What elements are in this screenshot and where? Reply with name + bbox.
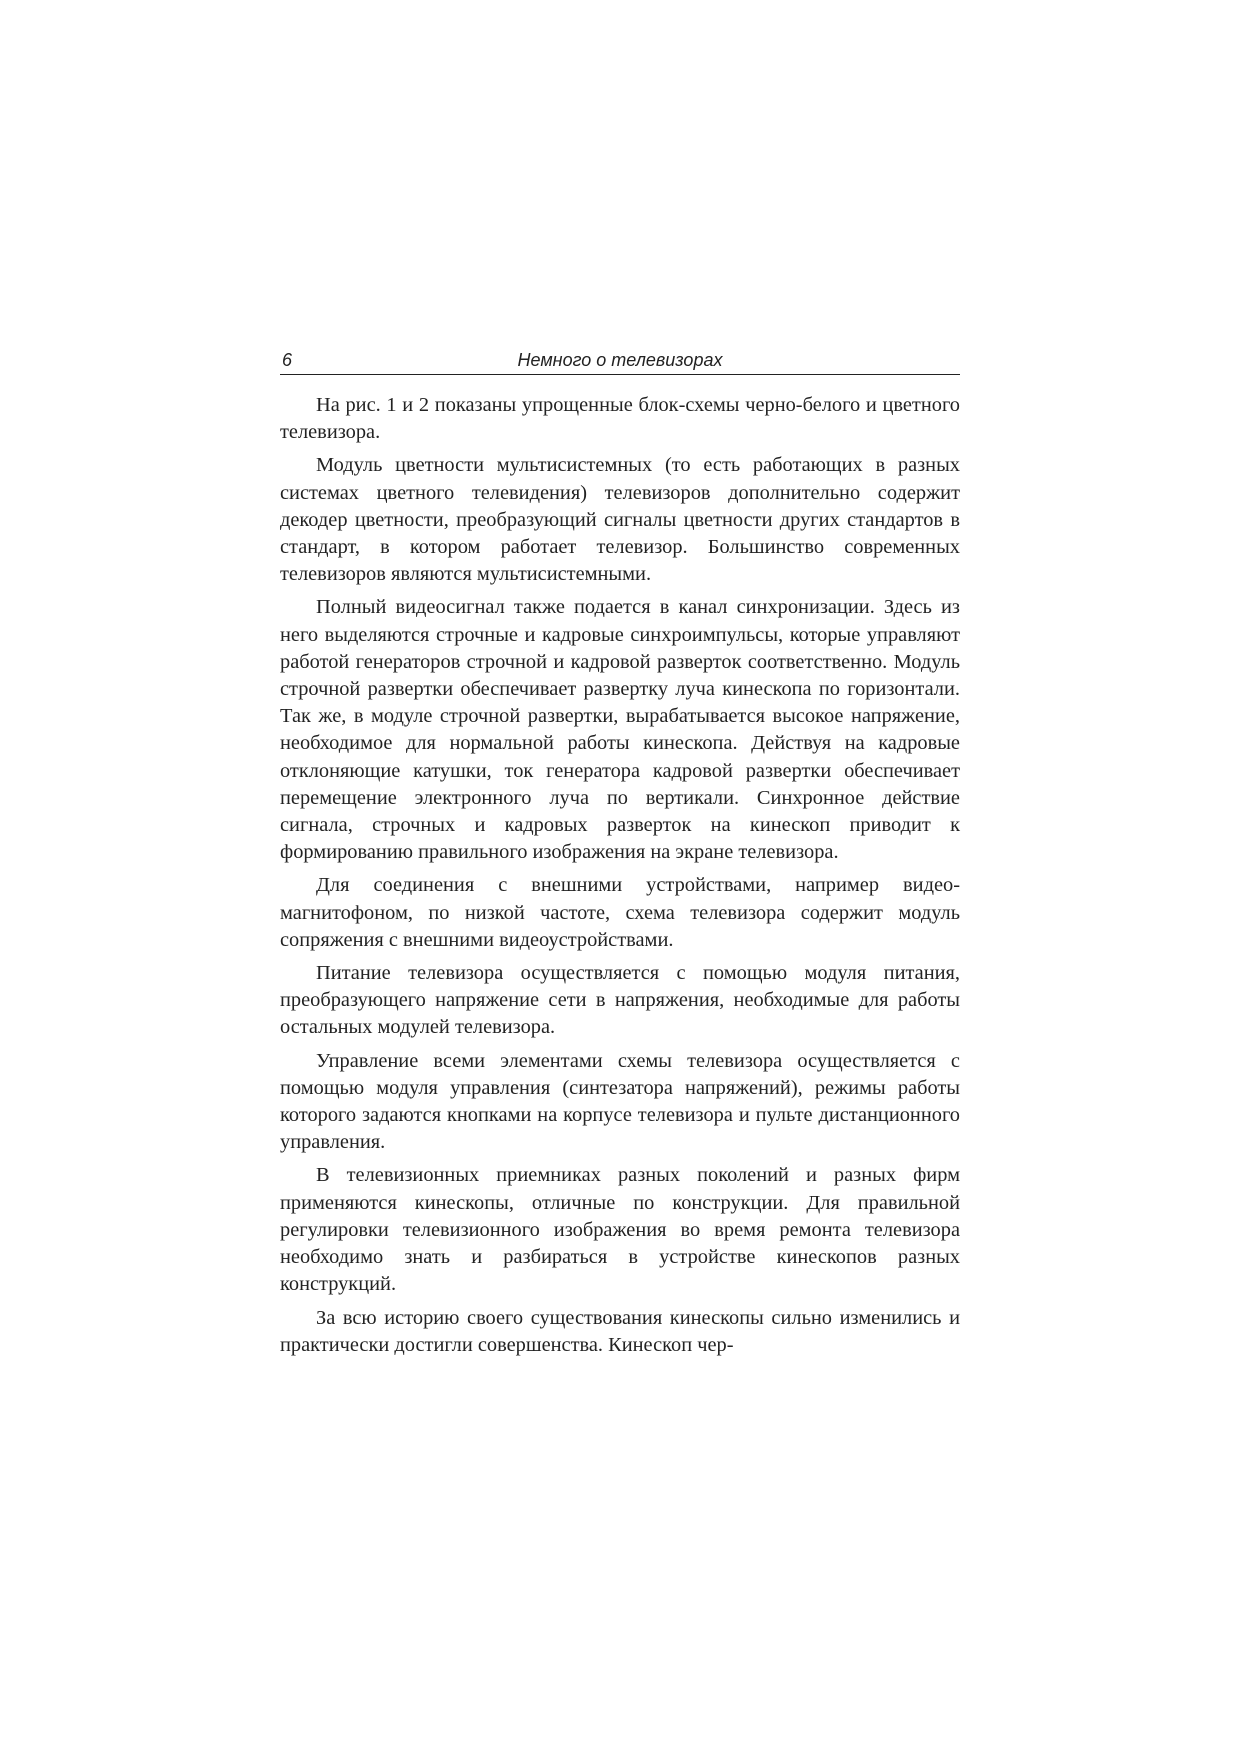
paragraph: На рис. 1 и 2 показаны упрощенные блок-схемы черно-белого и цветного телевизора.: [280, 394, 960, 444]
paragraph: Управление всеми элементами схемы телевизора осуществляется с помощью модуля управления (синтезатора напряжений), режимы работы которого задаются кнопками на корпусе телевизора и пульте дистанционного управления.: [280, 1049, 960, 1154]
paragraph: В телевизионных приемниках разных поколений и разных фирм применяются кинескопы, отличные по конструкции. Для правильной регулировки телевизионного изображения во время ремонта телевизора необходимо знать и разбираться в устройстве кинескопов разных конструкций.: [280, 1164, 960, 1296]
page-header: [280, 348, 960, 375]
paragraph: Полный видеосигнал также подается в канал синхронизации. Здесь из него выделяются строчные и кадровые синхроимпульсы, которые управляют работой генераторов строчной и кадровой разверток соответственно. Модуль строчной развертки обеспечивает развертку луча кинескопа по горизонтали. Так же, в модуле строчной развертки, вырабатывается высокое напряжение, необходимое для нормальной работы кинескопа. Действуя на кадровые отклоняющие катушки, ток генератора кадровой развертки обеспечивает перемещение электронного луча по вертикали. Синхронное действие сигнала, строчных и кадровых разверток на кинескоп приводит к формированию правильного изображения на экране телевизора.: [280, 596, 960, 864]
paragraph: За всю историю своего существования кинескопы сильно изменились и практически достигли совершенства. Кинескоп чер-: [280, 1306, 960, 1356]
body-text: [280, 392, 960, 1365]
page-number: 6: [282, 350, 293, 370]
paragraph: Модуль цветности мультисистемных (то есть работающих в разных системах цветного телевидения) телевизоров дополнительно содержит декодер цветности, преобразующий сигналы цветности других стандартов в стандарт, в котором работает телевизор. Большинство современных телевизоров являются мультисистемными.: [280, 454, 960, 586]
paragraph: Питание телевизора осуществляется с помощью модуля питания, преобразующего напряжение сети в напряжения, необходимые для работы остальных модулей телевизора.: [280, 962, 960, 1039]
paragraph: Для соединения с внешними устройствами, например видеомагнитофоном, по низкой частоте, схема телевизора содержит модуль сопряжения с внешними видеоустройствами.: [280, 874, 960, 951]
running-title: Немного о телевизорах: [517, 350, 723, 370]
